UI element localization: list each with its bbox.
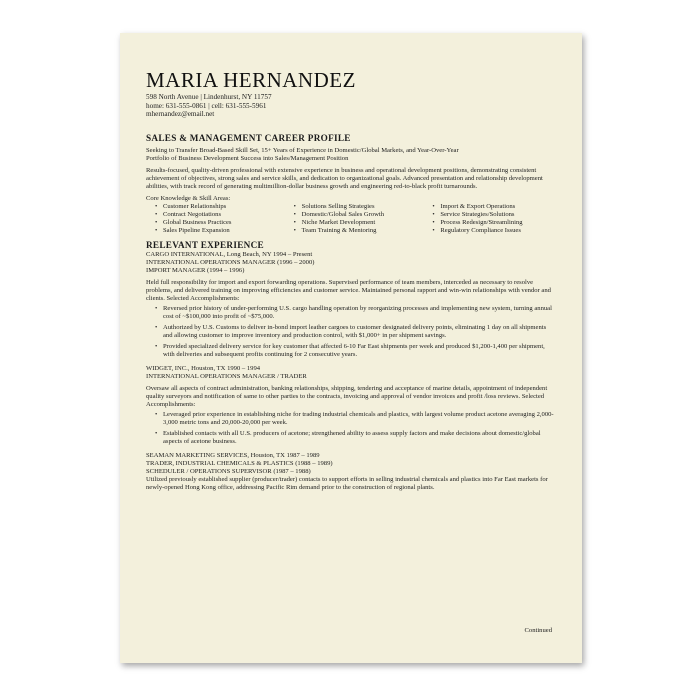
skills-column-2 [285,203,418,235]
address: 598 North Avenue | Lindenhurst, NY 11757 [146,93,272,101]
skill-item: • Regulatory Compliance Issues [423,227,556,235]
job3-description: Utilized previously established supplier (producer/trader) contacts to support efforts in selling industrial chemicals and plastics into Far East markets for newly-opened Hong Kong office, addressing Pacific Rim demand prior to the construction of regional plants. [146,475,548,491]
accomplishment-bullet: • Established contacts with all U.S. producers of acetone; strengthened ability to assess supply factors and make decisions about domestic/global aspects of acetone business. [146,430,556,446]
skill-item: • Customer Relationships [146,203,279,211]
job1-bullets [146,305,556,359]
accomplishment-bullet: • Provided specialized delivery service for key customer that affected 6-10 Far East shipments per week and produced $1,200-1,400 per shipment, with deliveries and subsequent profits continuing for 2 consecutive years. [146,343,556,359]
skill-item: • Niche Market Development [285,219,418,227]
skill-item: • Import & Export Operations [423,203,556,211]
profile-heading: SALES & MANAGEMENT CAREER PROFILE [146,132,351,143]
job1-company: CARGO INTERNATIONAL, Long Beach, NY 1994 – Present [146,250,313,258]
skill-item: • Team Training & Mentoring [285,227,418,235]
job3-company: SEAMAN MARKETING SERVICES, Houston, TX 1987 – 1989 [146,451,320,459]
job1-title: INTERNATIONAL OPERATIONS MANAGER (1996 – 2000) [146,258,315,266]
email: mhernandez@email.net [146,110,215,119]
profile-summary: Results-focused, quality-driven professional with extensive experience in business and operational development positions, demonstrating consistent achievement of objectives, strong sales and service skills, and dedication to organizational goals. Advanced presentation and relationship development abilities, with track record of generating multimillion-dollar business growth and engineering red-to-black profit turnarounds. [146,166,543,190]
skill-item: • Service Strategies/Solutions [423,211,556,219]
contact-block [146,93,556,119]
accomplishment-bullet: • Reversed prior history of under-performing U.S. cargo handling operation by reorganizing processes and implementing new system, turning annual cost of ~$100,000 into profit of ~$75,000. [146,305,556,321]
resume-name: MARIA HERNANDEZ [146,68,356,92]
skill-item: • Sales Pipeline Expansion [146,227,279,235]
skill-item: • Contract Negotiations [146,211,279,219]
resume-page [120,33,582,663]
experience-heading: RELEVANT EXPERIENCE [146,239,264,250]
skill-item: • Domestic/Global Sales Growth [285,211,418,219]
accomplishment-bullet: • Leveraged prior experience in establishing niche for trading industrial chemicals and plastics, with largest volume product acetone averaging 2,000-3,000 metric tons and 20,000-20,000 per week. [146,411,556,427]
profile-intro: Seeking to Transfer Broad-Based Skill Set, 15+ Years of Experience in Domestic/Global Markets, and Year-Over-Year Portfolio of Business Development Success into Sales/Management Position [146,146,459,162]
skill-item: • Global Business Practices [146,219,279,227]
job1-title: IMPORT MANAGER (1994 – 1996) [146,266,245,274]
skills-list [146,203,556,235]
skill-item: • Process Redesign/Streamlining [423,219,556,227]
skill-item: • Solutions Selling Strategies [285,203,418,211]
phone-numbers: home: 631-555-0861 | cell: 631-555-5961 [146,101,267,110]
job2-title: INTERNATIONAL OPERATIONS MANAGER / TRADER [146,372,307,380]
job1-description: Held full responsibility for import and export forwarding operations. Supervised performance of team members, interceded as necessary to resolve problems, and delivered training on improving efficiencies and customer service. Maintained personal rapport and win-win relationships with vendor and clients. Selected Accomplishments: [146,278,551,302]
skills-column-3 [423,203,556,235]
job3-title: TRADER, INDUSTRIAL CHEMICALS & PLASTICS (1988 – 1989) [146,459,333,467]
continued-label: Continued [524,627,552,634]
job3-title: SCHEDULER / OPERATIONS SUPERVISOR (1987 – 1988) [146,467,311,475]
job2-company: WIDGET, INC., Houston, TX 1990 – 1994 [146,364,261,372]
accomplishment-bullet: • Authorized by U.S. Customs to deliver in-bond import leather cargoes to customer designated delivery points, eliminating 1 day on all shipments and allowing customer to improve inventory and production control, with $1,000+ in per shipment savings. [146,324,556,340]
skills-label: Core Knowledge & Skill Areas: [146,194,231,202]
skills-column-1 [146,203,279,235]
job2-description: Oversaw all aspects of contract administration, banking relationships, shipping, tendering and acceptance of marine details, appointment of independent quality surveyors and notification of same to other parties to the contracts, invoicing and approval of vendor invoices and profit /loss reviews. Selected Accomplishments: [146,384,548,408]
job2-bullets [146,411,556,446]
